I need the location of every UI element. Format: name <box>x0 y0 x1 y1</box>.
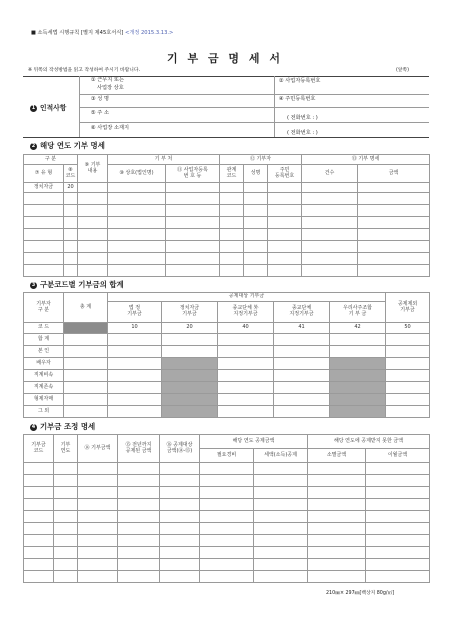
carried-header: 이월금액 <box>366 449 430 463</box>
esop-header: 우리사주조합 기 부 금 <box>330 302 386 323</box>
adj-prev-header: ⑮ 전년까지 공제된 금액 <box>118 435 160 463</box>
notice: ※ 뒤쪽의 작성방법을 읽고 작성하여 주시기 바랍니다. <box>28 68 141 73</box>
adj-amount-header: ⑭ 기부금액 <box>78 435 118 463</box>
bizno-header: ⑪ 사업자등록 번 호 등 <box>166 165 220 183</box>
type-cell: 정치자금 <box>24 183 64 193</box>
political-header: 정치자금 기부금 <box>162 302 218 323</box>
detail-header: ⑬ 기부 명세 <box>302 155 430 165</box>
count-header: 건수 <box>302 165 358 183</box>
table-row: 합 계 <box>24 334 430 346</box>
revision-date: <개정 2015.3.13.> <box>124 30 174 36</box>
f2-label: ② 사업자등록번호 <box>279 78 321 84</box>
type-header: ⑦ 유 형 <box>24 165 64 183</box>
code-summary-table <box>23 292 430 418</box>
code-42: 42 <box>330 323 386 334</box>
section4-number: 4 <box>31 423 36 430</box>
f5-phone: ( 전화번호 : ) <box>287 115 318 121</box>
gubun-header: 구 분 <box>24 155 78 165</box>
excluded-header: 공제제외 기부금 <box>386 293 430 323</box>
section2-number: 2 <box>31 142 36 149</box>
total-header: 총 계 <box>64 293 108 323</box>
legal-header: 법 정 기부금 <box>108 302 162 323</box>
religious-header: 종교단체 지정기부금 <box>274 302 330 323</box>
code-41: 41 <box>274 323 330 334</box>
code-40: 40 <box>218 323 274 334</box>
table-row: 직계존속 <box>24 382 430 394</box>
f5-label: ⑤ 주 소 <box>91 110 109 116</box>
donor-type-header: 기부자 구 분 <box>24 293 64 323</box>
section3-number: 3 <box>31 281 36 288</box>
tax-credit-header: 세액(소득)공제 <box>254 449 308 463</box>
table-row <box>24 183 430 193</box>
table-row: 본 인 <box>24 346 430 358</box>
page-title: 기 부 금 명 세 서 <box>167 52 283 65</box>
name-header: ⑩ 상호(법인명) <box>108 165 166 183</box>
target-header: 공제대상 기부금 <box>108 293 386 302</box>
code-header: ⑧ 코드 <box>64 165 78 183</box>
f1-label: ① 근무지 또는 <box>91 77 125 83</box>
f6-phone: ( 전화번호 : ) <box>287 130 318 136</box>
adjustment-table <box>23 434 430 583</box>
f3-label: ③ 성 명 <box>91 96 109 102</box>
table-row: 형제자매 <box>24 394 430 406</box>
section1-number: 1 <box>31 104 36 111</box>
table-row: 그 외 <box>24 406 430 418</box>
code-20: 20 <box>162 323 218 334</box>
person-name-header: 성명 <box>244 165 268 183</box>
paper-spec: 210㎜× 297㎜[백상지 80g/㎡] <box>326 591 395 596</box>
code-cell: 20 <box>64 183 78 193</box>
donee-header: 기 부 처 <box>108 155 220 165</box>
donation-detail-table <box>23 154 430 277</box>
relation-header: 관계 코드 <box>220 165 244 183</box>
undeducted-header: 해당 연도에 공제받지 못한 금액 <box>308 435 430 449</box>
section2-title: 해당 연도 기부 명세 <box>40 141 105 150</box>
f4-label: ④ 주민등록번호 <box>279 96 316 102</box>
section1-title: 인적사항 <box>40 104 67 112</box>
form-info: ■ 소득세법 시행규칙 [별지 제45호서식] <box>31 30 124 36</box>
adj-code-header: 기부금 코드 <box>24 435 54 463</box>
section4-title: 기부금 조정 명세 <box>40 422 96 431</box>
code-10: 10 <box>108 323 162 334</box>
f1-label-2: 사업장 상호 <box>97 85 124 91</box>
expired-header: 소멸금액 <box>308 449 366 463</box>
adj-target-header: ⑯ 공제대상 금액(⑭-⑮) <box>160 435 200 463</box>
current-deduction-header: 해당 연도 공제금액 <box>200 435 308 449</box>
amount-header: 금액 <box>358 165 430 183</box>
rrn-header: 주민 등록번호 <box>268 165 302 183</box>
page-side: (앞쪽) <box>396 68 410 73</box>
content-header: ⑨ 기부 내용 <box>78 155 108 183</box>
adj-year-header: 기부 연도 <box>54 435 78 463</box>
necessary-expense-header: 필요경비 <box>200 449 254 463</box>
f6-label: ⑥ 사업장 소재지 <box>91 125 130 131</box>
code-label: 코 드 <box>24 323 64 334</box>
table-row: 직계비속 <box>24 370 430 382</box>
section3-title: 구분코드별 기부금의 합계 <box>40 280 124 289</box>
donor-header: ⑫ 기부자 <box>220 155 302 165</box>
non-religious-header: 종교단체 外 지정기부금 <box>218 302 274 323</box>
table-row: 배우자 <box>24 358 430 370</box>
code-50: 50 <box>386 323 430 334</box>
